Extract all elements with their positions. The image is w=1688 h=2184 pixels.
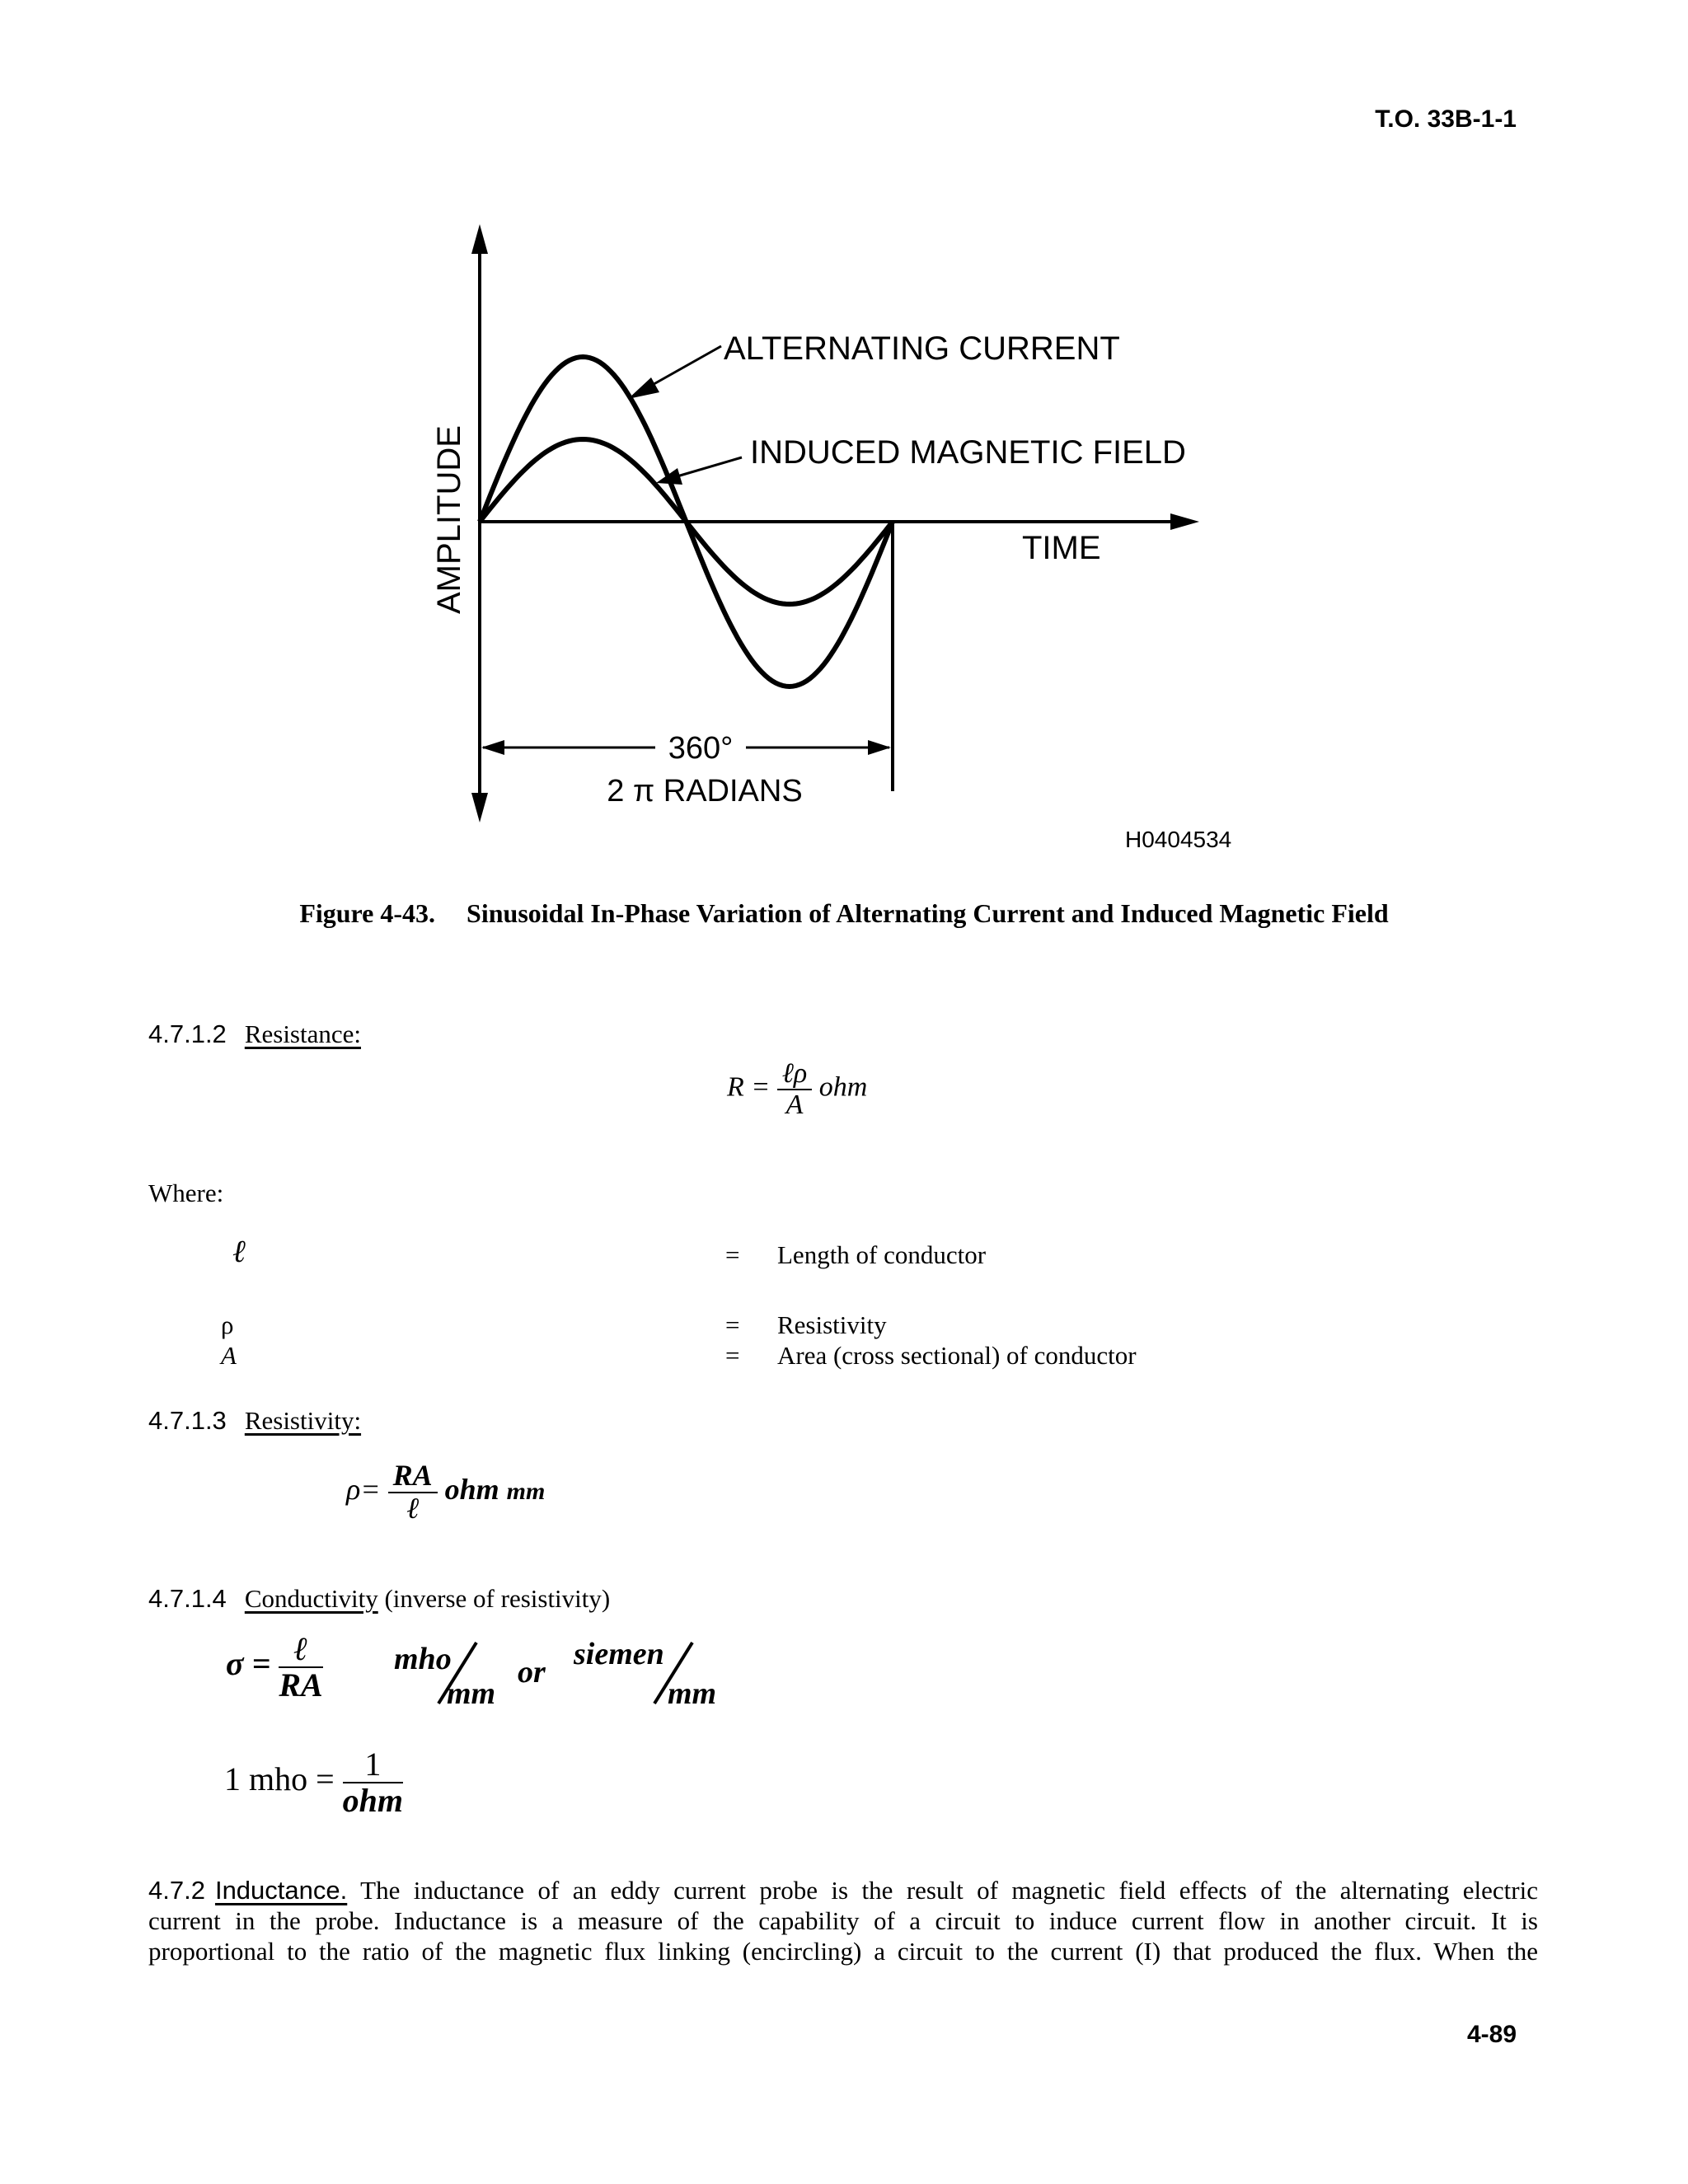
figure-caption-text: Sinusoidal In-Phase Variation of Alternating Current and Induced Magnetic Field: [467, 898, 1389, 928]
equation-unit: ohm: [444, 1473, 499, 1507]
unit-siemen: siemen: [574, 1637, 664, 1671]
induced-magnetic-field-label: INDUCED MAGNETIC FIELD: [750, 434, 1186, 471]
def-equals-length: =: [725, 1240, 740, 1269]
def-desc-area: Area (cross sectional) of conductor: [777, 1341, 1137, 1370]
page-number: 4-89: [1466, 2021, 1517, 2048]
section-number: 4.7.1.4: [148, 1584, 227, 1613]
def-desc-length: Length of conductor: [777, 1240, 987, 1269]
radians-label: 2 π RADIANS: [607, 774, 803, 808]
alternating-current-arrowhead: [628, 377, 659, 399]
period-arrow-left: [481, 740, 504, 755]
section-suffix: (inverse of resistivity): [384, 1584, 611, 1613]
conductivity-units: [387, 1628, 750, 1718]
def-symbol-rho: ρ: [221, 1310, 234, 1339]
degrees-label: 360°: [668, 731, 734, 766]
equation-denominator: ohm: [342, 1782, 404, 1819]
where-label: Where:: [148, 1179, 224, 1207]
def-symbol-area: A: [221, 1341, 237, 1370]
alternating-current-label: ALTERNATING CURRENT: [724, 330, 1120, 367]
document-id: T.O. 33B-1-1: [1375, 105, 1517, 133]
unit-mho: mho: [394, 1642, 452, 1676]
section-title: Inductance.: [214, 1876, 348, 1905]
def-symbol-length: ℓ: [232, 1235, 246, 1269]
unit-mm-1: mm: [447, 1676, 496, 1711]
equation-lhs: 1 mho =: [224, 1760, 335, 1798]
induced-field-arrowhead: [656, 468, 682, 485]
equation-numerator: ℓ: [279, 1632, 322, 1668]
paragraph-line-2: current in the probe. Inductance is a measure of the capability of a circuit to induce current flow in another circuit. It is: [148, 1906, 1538, 1935]
conductivity-heading: [148, 1584, 610, 1614]
paragraph-line-3: proportional to the ratio of the magnetic flux linking (encircling) a circuit to the current (I) that produced the flux. When the: [148, 1937, 1538, 1966]
period-arrow-right: [868, 740, 891, 755]
equation-denominator: ℓ: [406, 1491, 420, 1525]
amplitude-label: AMPLITUDE: [431, 425, 467, 614]
paragraph-line-1: The inductance of an eddy current probe is the result of magnetic field effects of the alternating electric: [360, 1876, 1538, 1905]
equation-lhs: R =: [727, 1071, 771, 1103]
equation-unit: ohm: [818, 1071, 868, 1103]
equation-lhs: σ =: [226, 1645, 271, 1683]
section-number: 4.7.1.2: [148, 1019, 227, 1048]
equation-numerator: 1: [343, 1747, 403, 1783]
amplitude-axis-arrow-down: [471, 793, 488, 823]
figure-id-label: H0404534: [1125, 827, 1232, 852]
section-title: Resistance:: [244, 1019, 361, 1048]
equation-denominator: RA: [279, 1666, 323, 1704]
equation-lhs: ρ=: [346, 1473, 381, 1507]
section-title: Resistivity:: [244, 1406, 362, 1435]
time-label: TIME: [1022, 530, 1101, 566]
sine-wave-figure: [0, 0, 1688, 890]
def-equals-area: =: [725, 1341, 740, 1370]
unit-mm-2: mm: [668, 1676, 717, 1711]
conductivity-equation: [226, 1632, 323, 1703]
def-equals-rho: =: [725, 1310, 740, 1339]
section-title: Conductivity: [244, 1584, 378, 1613]
amplitude-axis-arrow-up: [471, 224, 488, 254]
equation-numerator: ℓρ: [777, 1059, 812, 1090]
unit-or: or: [518, 1655, 546, 1690]
time-axis-arrow: [1170, 513, 1199, 530]
resistance-heading: [148, 1019, 361, 1049]
mho-equation: [224, 1747, 403, 1818]
section-number: 4.7.1.3: [148, 1406, 227, 1435]
resistivity-equation: [346, 1460, 545, 1525]
figure-number: Figure 4-43.: [299, 898, 436, 928]
inductance-paragraph: [148, 1875, 1538, 1966]
section-number: 4.7.2: [148, 1876, 205, 1905]
resistivity-heading: [148, 1406, 361, 1436]
def-desc-rho: Resistivity: [777, 1310, 887, 1339]
figure-caption: [0, 898, 1688, 929]
resistance-equation: [727, 1059, 867, 1119]
equation-unit-mm: mm: [506, 1478, 546, 1506]
equation-denominator: A: [785, 1089, 804, 1120]
equation-numerator: RA: [388, 1460, 438, 1493]
